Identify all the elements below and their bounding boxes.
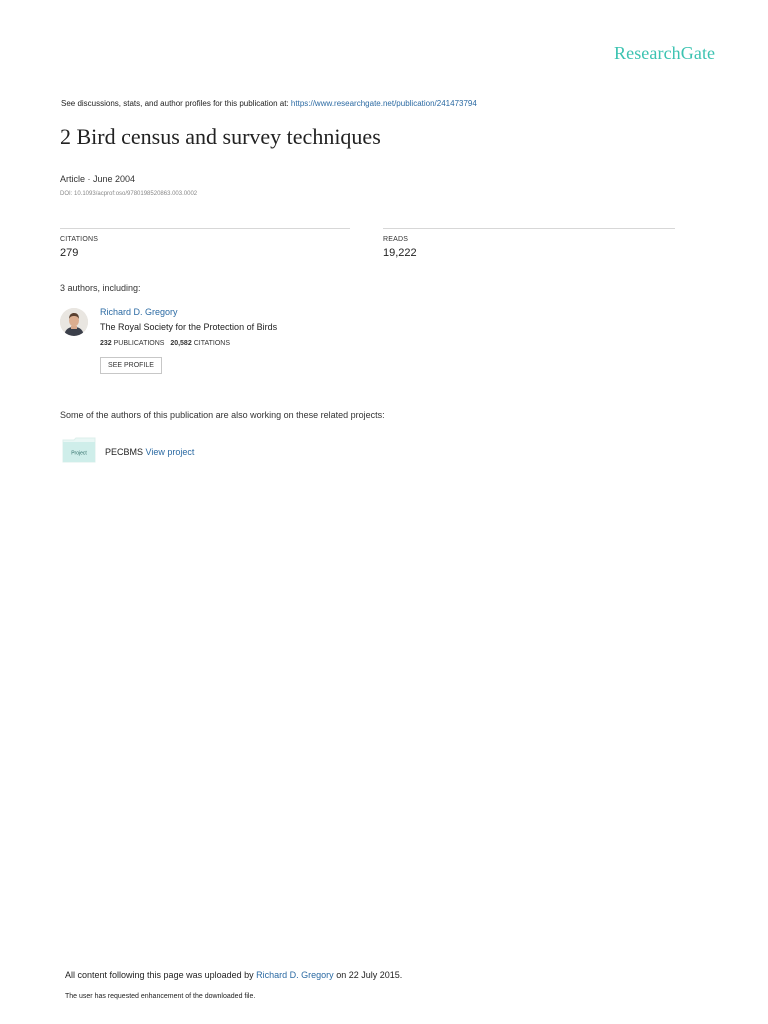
author-institution: The Royal Society for the Protection of Birds bbox=[100, 322, 278, 332]
discussion-notice-text: See discussions, stats, and author profiles for this publication at: bbox=[61, 99, 289, 108]
authors-heading: 3 authors, including: bbox=[60, 283, 141, 293]
project-entry bbox=[105, 447, 194, 457]
reads-value: 19,222 bbox=[383, 247, 417, 259]
researchgate-logo[interactable]: ResearchGate bbox=[614, 43, 716, 63]
citations-value: 279 bbox=[60, 247, 79, 259]
citations-label: CITATIONS bbox=[60, 236, 99, 243]
project-icon-label: Project bbox=[71, 450, 87, 457]
project-folder-icon[interactable] bbox=[62, 437, 96, 463]
author-publications-label: PUBLICATIONS bbox=[113, 340, 165, 347]
publication-doi: DOI: 10.1093/acprof:oso/9780198520863.003.0002 bbox=[60, 191, 198, 197]
see-profile-button[interactable]: SEE PROFILE bbox=[100, 357, 162, 374]
citations-divider bbox=[60, 228, 350, 229]
author-photo bbox=[60, 308, 88, 336]
project-name: PECBMS bbox=[105, 447, 144, 457]
discussion-notice bbox=[61, 99, 477, 108]
reads-label: READS bbox=[383, 236, 409, 243]
view-project-link[interactable]: View project bbox=[145, 447, 195, 457]
publication-link[interactable]: https://www.researchgate.net/publication/241473794 bbox=[290, 99, 477, 108]
author-avatar[interactable] bbox=[60, 308, 88, 336]
upload-notice-prefix: All content following this page was uploaded by bbox=[65, 970, 254, 980]
publication-meta: Article · June 2004 bbox=[60, 174, 136, 184]
publication-title: 2 Bird census and survey techniques bbox=[60, 124, 381, 149]
author-citations-count: 20,582 bbox=[170, 340, 192, 347]
upload-notice bbox=[65, 970, 402, 980]
enhancement-note: The user has requested enhancement of the downloaded file. bbox=[65, 993, 256, 1000]
author-publications-count: 232 bbox=[100, 340, 112, 347]
author-stats bbox=[100, 340, 230, 347]
upload-notice-suffix: on 22 July 2015. bbox=[336, 970, 403, 980]
reads-divider bbox=[383, 228, 675, 229]
related-projects-heading: Some of the authors of this publication are also working on these related projects: bbox=[60, 410, 385, 420]
uploader-link[interactable]: Richard D. Gregory bbox=[256, 970, 334, 980]
author-name-link[interactable]: Richard D. Gregory bbox=[100, 307, 178, 317]
author-citations-label: CITATIONS bbox=[193, 340, 230, 347]
